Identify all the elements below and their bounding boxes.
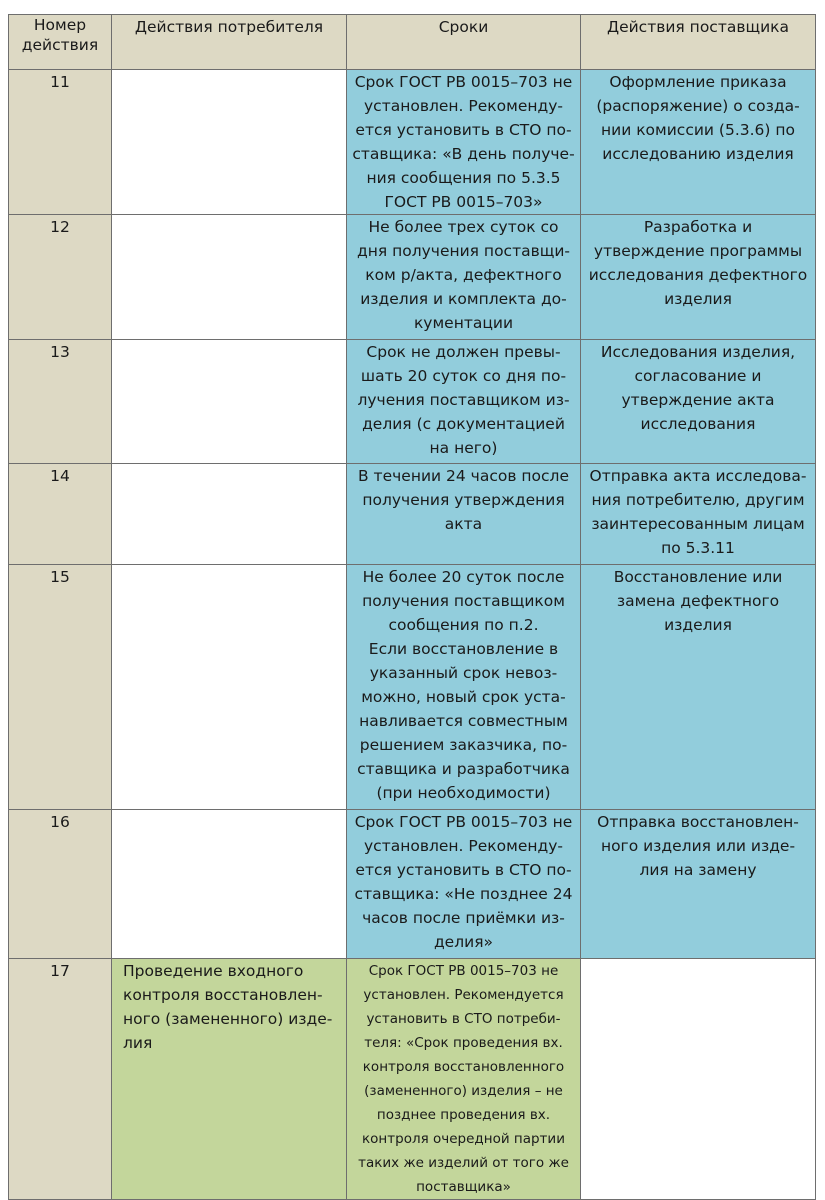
supplier-cell: Разработка и утверждение программы исследования дефектного изделия [581, 215, 816, 340]
table-row [9, 959, 816, 1200]
table-row [9, 215, 816, 340]
deadline-cell: Срок ГОСТ РВ 0015–703 не установлен. Рекоменду- ется установить в СТО по- ставщика: «Не позднее 24 часов после приёмки из- делия» [347, 810, 581, 959]
supplier-cell [581, 959, 816, 1200]
deadline-cell: Срок ГОСТ РВ 0015–703 не установлен. Рекоменду- ется установить в СТО по- ставщика: «В день получе- ния сообщения по 5.3.5 ГОСТ РВ 0015–703» [347, 70, 581, 215]
consumer-cell [112, 565, 347, 810]
row-number: 11 [9, 70, 112, 215]
deadline-cell: В течении 24 часов после получения утверждения акта [347, 464, 581, 565]
header-supplier: Действия поставщика [581, 15, 816, 70]
header-consumer: Действия потребителя [112, 15, 347, 70]
table-row [9, 464, 816, 565]
header-number: Номер действия [9, 15, 112, 70]
deadline-cell: Срок ГОСТ РВ 0015–703 не установлен. Рекомендуется установить в СТО потреби- теля: «Срок проведения вх. контроля восстановленного (замененного) изделия – не позднее проведения вх. контроля очередной партии таких же изделий от того же поставщика» [347, 959, 581, 1200]
consumer-cell [112, 215, 347, 340]
consumer-cell [112, 340, 347, 464]
consumer-cell [112, 810, 347, 959]
supplier-cell: Исследования изделия, согласование и утверждение акта исследования [581, 340, 816, 464]
table-header-row [9, 15, 816, 70]
table-row [9, 565, 816, 810]
consumer-cell [112, 70, 347, 215]
supplier-cell: Отправка акта исследова- ния потребителю, другим заинтересованным лицам по 5.3.11 [581, 464, 816, 565]
deadline-cell: Срок не должен превы- шать 20 суток со дня по- лучения поставщиком из- делия (с документацией на него) [347, 340, 581, 464]
table-row [9, 70, 816, 215]
actions-table [8, 14, 816, 1200]
table-row [9, 340, 816, 464]
document-page [8, 14, 815, 1200]
row-number: 16 [9, 810, 112, 959]
consumer-cell: Проведение входного контроля восстановлен- ного (замененного) изде- лия [112, 959, 347, 1200]
row-number: 15 [9, 565, 112, 810]
row-number: 13 [9, 340, 112, 464]
header-deadline: Сроки [347, 15, 581, 70]
supplier-cell: Восстановление или замена дефектного изделия [581, 565, 816, 810]
table-row [9, 810, 816, 959]
consumer-cell [112, 464, 347, 565]
row-number: 12 [9, 215, 112, 340]
deadline-cell: Не более трех суток со дня получения поставщи- ком р/акта, дефектного изделия и комплекта до- кументации [347, 215, 581, 340]
row-number: 17 [9, 959, 112, 1200]
row-number: 14 [9, 464, 112, 565]
deadline-cell: Не более 20 суток после получения поставщиком сообщения по п.2. Если восстановление в указанный срок невоз- можно, новый срок уста- навливается совместным решением заказчика, по- ставщика и разработчика (при необходимости) [347, 565, 581, 810]
supplier-cell: Оформление приказа (распоряжение) о созда- нии комиссии (5.3.6) по исследованию изделия [581, 70, 816, 215]
supplier-cell: Отправка восстановлен- ного изделия или изде- лия на замену [581, 810, 816, 959]
